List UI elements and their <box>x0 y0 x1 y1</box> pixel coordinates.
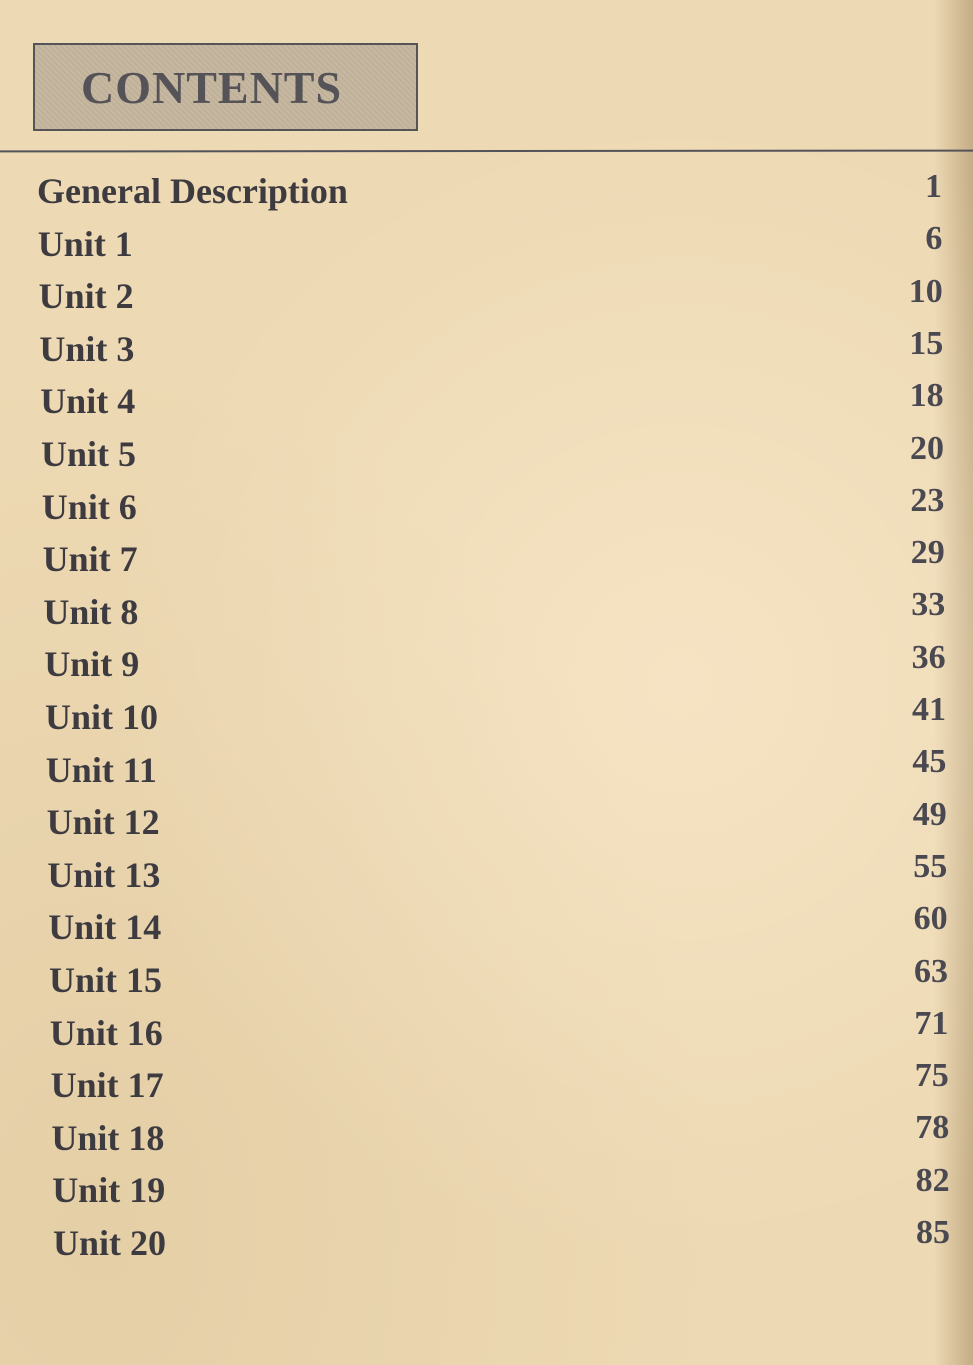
toc-entry-label: Unit 17 <box>50 1065 164 1106</box>
toc-entry-label: Unit 6 <box>41 486 137 527</box>
toc-entry-page-number: 49 <box>912 795 947 833</box>
header-divider <box>0 150 973 153</box>
toc-entry-label: Unit 20 <box>53 1223 167 1263</box>
toc-entry-label: Unit 11 <box>45 749 157 790</box>
toc-entry <box>0 847 973 906</box>
toc-entry <box>0 900 973 958</box>
toc-entry-page-number: 29 <box>910 534 945 572</box>
toc-entry <box>0 429 973 485</box>
toc-entry-label: Unit 12 <box>46 802 160 843</box>
toc-entry-label: Unit 1 <box>37 223 133 264</box>
toc-entry-page-number: 6 <box>925 220 943 258</box>
toc-entry-label: Unit 7 <box>42 539 138 580</box>
toc-entry <box>0 377 973 432</box>
toc-entry-page-number: 78 <box>915 1109 950 1147</box>
toc-entry-page-number: 36 <box>911 638 946 676</box>
toc-entry-page-number: 1 <box>925 168 942 205</box>
toc-entry-page-number: 15 <box>909 324 944 362</box>
toc-entry-label: Unit 8 <box>43 591 139 632</box>
toc-entry-page-number: 60 <box>913 900 948 938</box>
toc-entry-page-number: 85 <box>916 1214 950 1251</box>
toc-entry-page-number: 20 <box>910 429 944 467</box>
toc-entry-label: Unit 14 <box>48 907 162 948</box>
toc-entry-page-number: 45 <box>912 743 947 781</box>
toc-entry-label: Unit 2 <box>38 276 134 317</box>
toc-entry-label: Unit 9 <box>44 644 140 685</box>
toc-entry <box>0 534 973 590</box>
toc-entry-label: Unit 10 <box>45 697 159 737</box>
toc-entry-label: Unit 3 <box>39 328 135 369</box>
toc-entry-label: Unit 18 <box>51 1117 165 1158</box>
toc-entry <box>0 952 973 1011</box>
toc-entry-label: General Description <box>37 171 348 211</box>
toc-entry <box>0 220 973 275</box>
toc-entry <box>0 1057 973 1116</box>
contents-title-box <box>33 43 418 131</box>
toc-entry <box>0 481 973 538</box>
toc-entry-page-number: 82 <box>915 1161 950 1199</box>
toc-entry-label: Unit 5 <box>41 434 137 474</box>
toc-entry <box>0 170 973 222</box>
toc-entry-label: Unit 13 <box>47 854 161 895</box>
toc-entry-page-number: 71 <box>914 1004 949 1042</box>
toc-entry-page-number: 55 <box>913 847 948 885</box>
toc-entry-label: Unit 19 <box>52 1170 166 1211</box>
toc-entry <box>0 743 973 801</box>
toc-entry <box>0 586 973 643</box>
toc-entry-page-number: 33 <box>911 586 946 624</box>
toc-entry <box>0 272 973 327</box>
toc-entry-label: Unit 4 <box>40 381 136 422</box>
toc-entry-label: Unit 15 <box>49 960 163 1000</box>
toc-entry <box>0 795 973 853</box>
toc-entry-page-number: 10 <box>908 272 943 310</box>
toc-entry-page-number: 41 <box>912 691 946 728</box>
toc-entry <box>0 1004 973 1064</box>
toc-entry-label: Unit 16 <box>49 1012 163 1053</box>
toc-entry <box>0 638 973 695</box>
toc-entry-page-number: 18 <box>909 377 944 415</box>
toc-entry <box>0 1161 973 1221</box>
page-title: CONTENTS <box>81 62 343 113</box>
toc-entry-page-number: 75 <box>914 1057 949 1095</box>
toc-entry <box>0 691 973 748</box>
toc-entry-page-number: 63 <box>914 952 948 990</box>
toc-entry-page-number: 23 <box>910 481 945 519</box>
toc-entry <box>0 1214 973 1274</box>
toc-entry <box>0 324 973 380</box>
toc-entry <box>0 1109 973 1169</box>
